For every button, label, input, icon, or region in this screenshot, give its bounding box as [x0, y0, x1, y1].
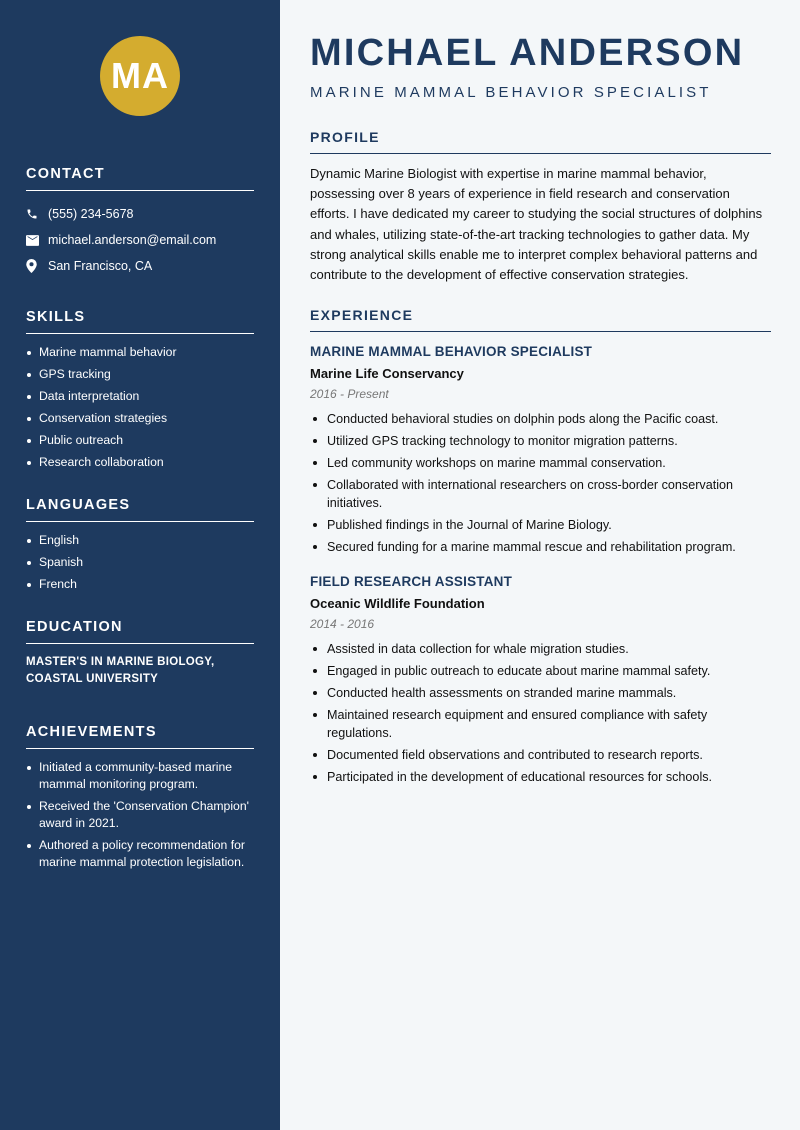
profile-heading: PROFILE — [310, 129, 771, 154]
job-bullet: Engaged in public outreach to educate about marine mammal safety. — [310, 662, 771, 680]
education-section — [26, 619, 254, 688]
language-item: Spanish — [26, 554, 254, 571]
experience-section — [310, 307, 771, 786]
job-company: Oceanic Wildlife Foundation — [310, 596, 485, 612]
skills-section — [26, 309, 254, 471]
skill-item: Conservation strategies — [26, 410, 254, 427]
contact-location-text: San Francisco, CA — [48, 259, 153, 273]
education-school: COASTAL UNIVERSITY — [26, 673, 159, 685]
contact-phone — [26, 201, 254, 227]
skill-item: Research collaboration — [26, 454, 254, 471]
avatar — [100, 36, 180, 116]
achievements-list — [26, 759, 254, 871]
job-bullet: Led community workshops on marine mammal conservation. — [310, 454, 771, 472]
skills-heading: SKILLS — [26, 309, 254, 334]
language-item: English — [26, 532, 254, 549]
achievement-item: Authored a policy recommendation for marine mammal protection legislation. — [26, 837, 254, 871]
skill-item: GPS tracking — [26, 366, 254, 383]
phone-icon — [26, 208, 48, 220]
skills-list — [26, 344, 254, 471]
job-bullet: Documented field observations and contributed to research reports. — [310, 746, 771, 764]
language-item: French — [26, 576, 254, 593]
skill-item: Marine mammal behavior — [26, 344, 254, 361]
education-degree: MASTER'S IN MARINE BIOLOGY, — [26, 656, 215, 668]
job-title: FIELD RESEARCH ASSISTANT — [310, 574, 513, 590]
job-bullet: Utilized GPS tracking technology to monitor migration patterns. — [310, 432, 771, 450]
achievements-section — [26, 724, 254, 871]
email-icon — [26, 235, 48, 246]
contact-phone-text: (555) 234-5678 — [48, 207, 134, 221]
job-company: Marine Life Conservancy — [310, 366, 464, 382]
languages-section — [26, 497, 254, 593]
job-bullet: Maintained research equipment and ensured compliance with safety regulations. — [310, 706, 771, 742]
contact-email — [26, 227, 254, 253]
job-dates: 2014 - 2016 — [310, 617, 375, 632]
candidate-title: MARINE MAMMAL BEHAVIOR SPECIALIST — [310, 84, 712, 101]
job-title: MARINE MAMMAL BEHAVIOR SPECIALIST — [310, 344, 593, 360]
languages-list — [26, 532, 254, 593]
profile-section — [310, 129, 771, 285]
job-bullet: Assisted in data collection for whale migration studies. — [310, 640, 771, 658]
profile-text: Dynamic Marine Biologist with expertise in marine mammal behavior, possessing over 8 years of experience in field research and conservation efforts. I have dedicated my career to studying the social structures of dolphins and whales, utilizing state-of-the-art tracking technologies to gather data. My strong analytical skills enable me to interpret complex behavioral patterns and contribute to the development of effective conservation strategies. — [310, 166, 763, 283]
contact-heading: CONTACT — [26, 166, 254, 191]
achievements-heading: ACHIEVEMENTS — [26, 724, 254, 749]
job-bullet: Secured funding for a marine mammal rescue and rehabilitation program. — [310, 538, 771, 556]
avatar-initials: MA — [111, 55, 169, 96]
contact-email-text: michael.anderson@email.com — [48, 233, 217, 247]
job-bullet: Conducted behavioral studies on dolphin pods along the Pacific coast. — [310, 410, 771, 428]
job-bullets — [310, 640, 771, 786]
contact-location — [26, 253, 254, 279]
skill-item: Public outreach — [26, 432, 254, 449]
sidebar — [0, 0, 280, 1130]
main-content — [280, 0, 800, 1130]
job-bullets — [310, 410, 771, 556]
job-bullet: Participated in the development of educational resources for schools. — [310, 768, 771, 786]
achievement-item: Initiated a community-based marine mammal monitoring program. — [26, 759, 254, 793]
location-pin-icon — [26, 259, 48, 273]
experience-heading: EXPERIENCE — [310, 307, 771, 332]
job-entry — [310, 574, 771, 786]
contact-section — [26, 166, 254, 279]
job-dates: 2016 - Present — [310, 387, 389, 402]
job-entry — [310, 344, 771, 556]
languages-heading: LANGUAGES — [26, 497, 254, 522]
job-bullet: Conducted health assessments on stranded marine mammals. — [310, 684, 771, 702]
education-heading: EDUCATION — [26, 619, 254, 644]
achievement-item: Received the 'Conservation Champion' award in 2021. — [26, 798, 254, 832]
job-bullet: Published findings in the Journal of Marine Biology. — [310, 516, 771, 534]
job-bullet: Collaborated with international researchers on cross-border conservation initiatives. — [310, 476, 771, 512]
candidate-name: MICHAEL ANDERSON — [310, 32, 745, 74]
skill-item: Data interpretation — [26, 388, 254, 405]
